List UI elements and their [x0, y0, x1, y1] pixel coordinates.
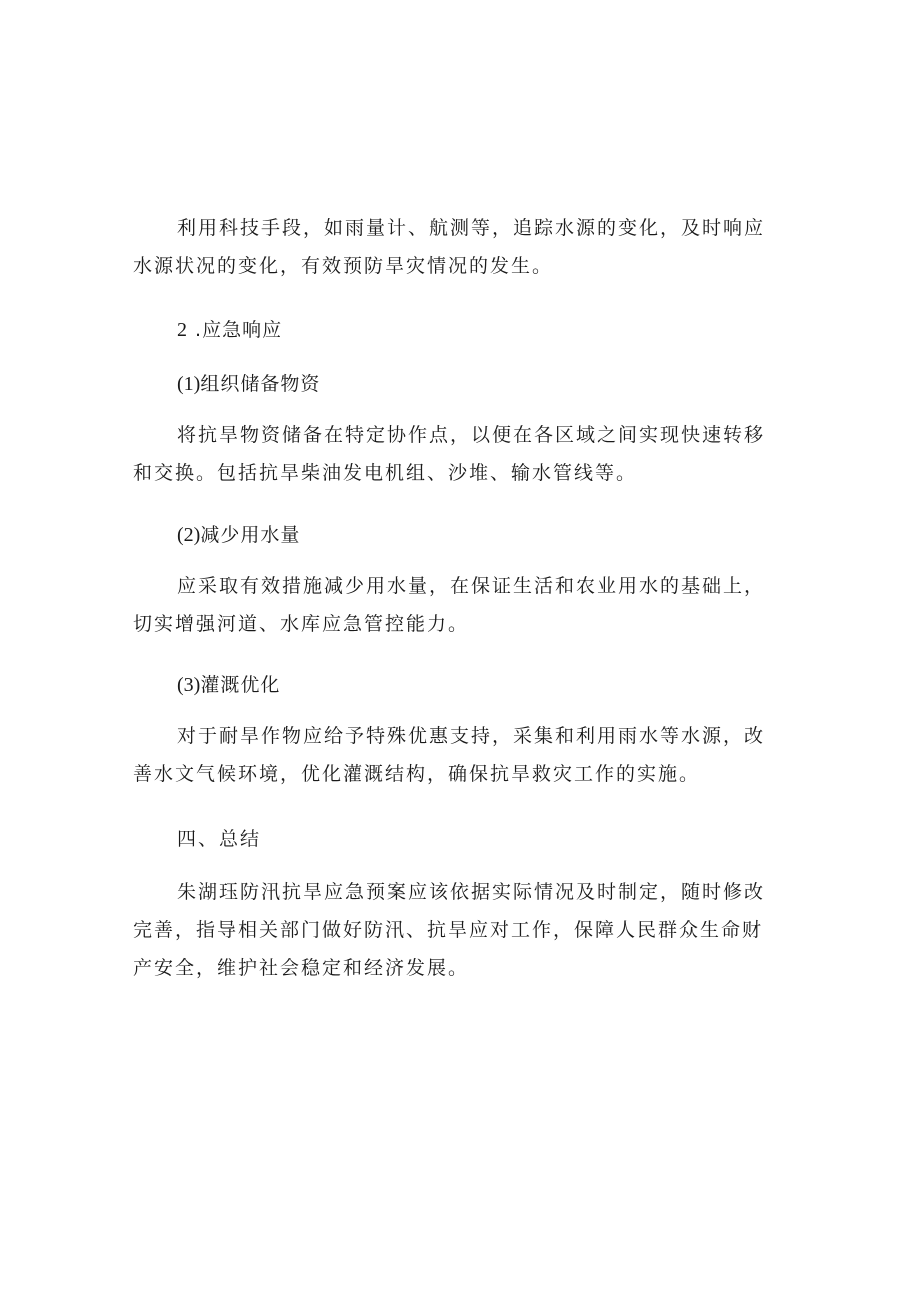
item-1-heading [133, 365, 827, 403]
item-1-paragraph: 将抗旱物资储备在特定协作点，以便在各区域之间实现快速转移和交换。包括抗旱柴油发电机组、沙堆、输水管线等。 [133, 424, 766, 484]
item-2-heading [133, 516, 827, 554]
item-1-number: (1) [177, 373, 201, 395]
section-4-heading: 四、总结 [177, 828, 262, 850]
item-1-title: 组织储备物资 [200, 373, 321, 395]
item-2-paragraph: 应采取有效措施减少用水量，在保证生活和农业用水的基础上，切实增强河道、水库应急管控能力。 [133, 575, 766, 635]
section-4-paragraph: 朱湖珏防汛抗旱应急预案应该依据实际情况及时制定，随时修改完善，指导相关部门做好防汛、抗旱应对工作，保障人民群众生命财产安全，维护社会稳定和经济发展。 [133, 881, 766, 979]
item-2-number: (2) [177, 524, 201, 546]
section-2-title: .应急响应 [195, 319, 283, 341]
item-3-number: (3) [177, 674, 201, 696]
item-3-title: 灌溉优化 [200, 674, 281, 696]
section-2-number: 2 [177, 319, 187, 341]
item-2-title: 减少用水量 [200, 524, 301, 546]
item-3-heading [133, 666, 827, 704]
section-2-heading [133, 311, 827, 349]
item-3-paragraph: 对于耐旱作物应给予特殊优惠支持，采集和利用雨水等水源，改善水文气候环境，优化灌溉结构，确保抗旱救灾工作的实施。 [133, 725, 766, 785]
intro-paragraph: 利用科技手段，如雨量计、航测等，追踪水源的变化，及时响应水源状况的变化，有效预防旱灾情况的发生。 [133, 217, 766, 277]
